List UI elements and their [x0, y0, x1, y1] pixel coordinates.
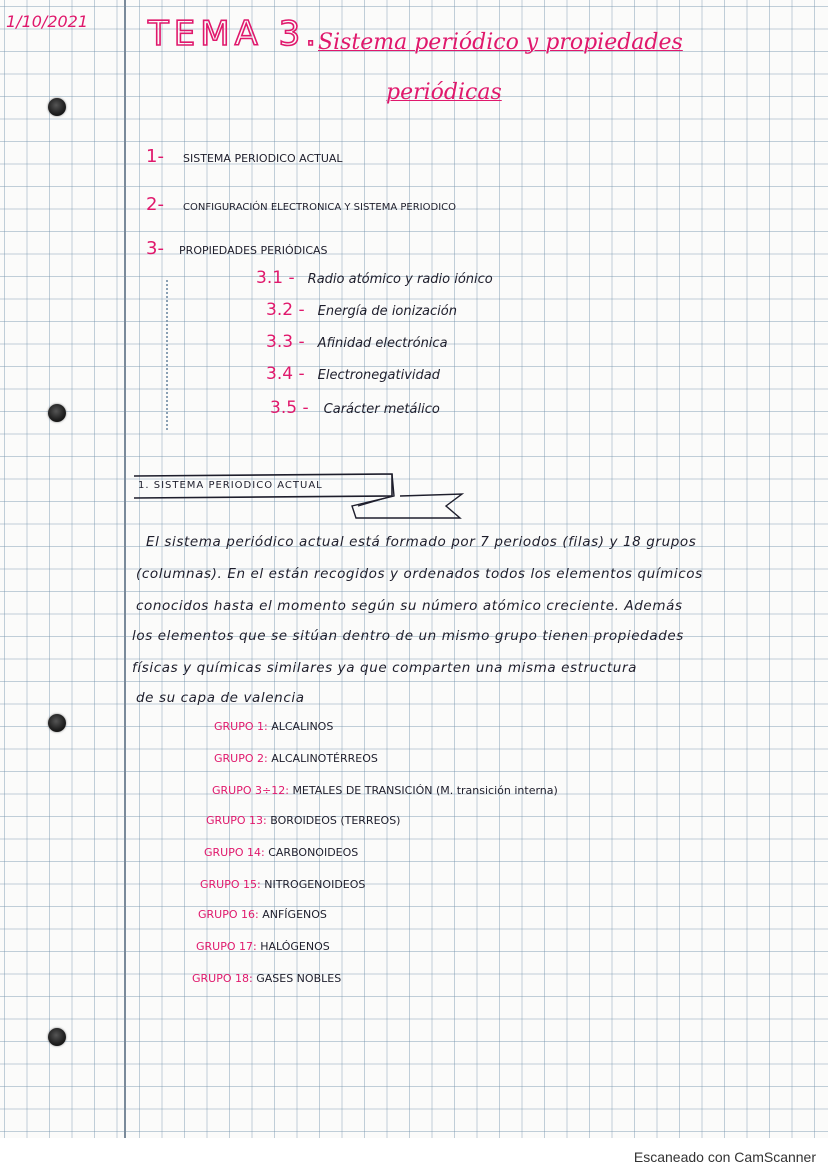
- binder-hole: [48, 98, 66, 116]
- subindex-number: 3.4 -: [266, 364, 305, 384]
- group-item: [198, 908, 327, 921]
- body-line: El sistema periódico actual está formado por 7 periodos (filas) y 18 grupos: [146, 534, 697, 550]
- group-item: [200, 878, 365, 891]
- page-title-sub-line1: Sistema periódico y propiedades: [318, 30, 683, 55]
- page-title-main: TEMA 3.: [148, 14, 322, 54]
- group-label: GRUPO 3÷12:: [212, 784, 289, 797]
- group-name: ANFÍGENOS: [262, 908, 327, 921]
- subindex-number: 3.2 -: [266, 300, 305, 320]
- group-name: ALCALINOTÉRREOS: [271, 752, 378, 765]
- index-label: SISTEMA PERIODICO ACTUAL: [183, 152, 343, 165]
- page-date: 1/10/2021: [6, 12, 89, 31]
- page-title-sub-line2: periódicas: [386, 80, 502, 105]
- scanner-watermark: Escaneado con CamScanner: [633, 1149, 816, 1165]
- group-name: CARBONOIDEOS: [268, 846, 359, 859]
- group-label: GRUPO 18:: [192, 972, 253, 985]
- body-line: físicas y químicas similares ya que comparten una misma estructura: [132, 660, 637, 676]
- group-label: GRUPO 17:: [196, 940, 257, 953]
- binder-hole: [48, 714, 66, 732]
- margin-line: [124, 0, 126, 1138]
- group-name: GASES NOBLES: [256, 972, 342, 985]
- binder-hole: [48, 1028, 66, 1046]
- group-name: NITROGENOIDEOS: [264, 878, 366, 891]
- subindex-item: [270, 398, 440, 418]
- subindex-item: [266, 300, 457, 320]
- subindex-number: 3.1 -: [256, 268, 295, 288]
- index-label: PROPIEDADES PERIÓDICAS: [179, 244, 328, 257]
- body-line: (columnas). En el están recogidos y ordenados todos los elementos químicos: [136, 566, 703, 582]
- group-item: [214, 752, 378, 765]
- group-label: GRUPO 16:: [198, 908, 259, 921]
- group-item: [192, 972, 341, 985]
- group-item: [212, 784, 558, 797]
- index-item: [146, 146, 343, 167]
- index-number: 2-: [146, 194, 164, 215]
- body-line: de su capa de valencia: [136, 690, 305, 706]
- subindex-item: [266, 332, 448, 352]
- index-label: CONFIGURACIÓN ELECTRONICA Y SISTEMA PERIODICO: [183, 202, 456, 213]
- subindex-item: [266, 364, 440, 384]
- section-heading: 1. SISTEMA PERIODICO ACTUAL: [138, 480, 323, 491]
- group-item: [206, 814, 400, 827]
- index-item: [146, 238, 328, 259]
- group-label: GRUPO 2:: [214, 752, 268, 765]
- body-line: conocidos hasta el momento según su número atómico creciente. Además: [136, 598, 683, 614]
- subindex-item: [256, 268, 493, 288]
- group-name: BOROIDEOS (TERREOS): [270, 814, 401, 827]
- margin-dots: [166, 280, 172, 430]
- group-label: GRUPO 15:: [200, 878, 261, 891]
- index-item: [146, 194, 456, 215]
- subindex-number: 3.3 -: [266, 332, 305, 352]
- group-name: HALÓGENOS: [260, 940, 330, 953]
- group-label: GRUPO 13:: [206, 814, 267, 827]
- group-item: [214, 720, 333, 733]
- group-item: [196, 940, 330, 953]
- subindex-label: Energía de ionización: [317, 304, 457, 319]
- body-line: los elementos que se sitúan dentro de un mismo grupo tienen propiedades: [132, 628, 684, 644]
- group-name: METALES DE TRANSICIÓN (M. transición interna): [292, 784, 558, 797]
- subindex-label: Radio atómico y radio iónico: [307, 272, 493, 287]
- group-item: [204, 846, 358, 859]
- index-number: 1-: [146, 146, 164, 167]
- subindex-label: Afinidad electrónica: [317, 336, 448, 351]
- group-name: ALCALINOS: [271, 720, 334, 733]
- binder-hole: [48, 404, 66, 422]
- subindex-label: Electronegatividad: [317, 368, 440, 383]
- section-heading-frame: [130, 466, 480, 526]
- group-label: GRUPO 1:: [214, 720, 268, 733]
- group-label: GRUPO 14:: [204, 846, 265, 859]
- subindex-number: 3.5 -: [270, 398, 309, 418]
- index-number: 3-: [146, 238, 164, 259]
- subindex-label: Carácter metálico: [323, 402, 440, 417]
